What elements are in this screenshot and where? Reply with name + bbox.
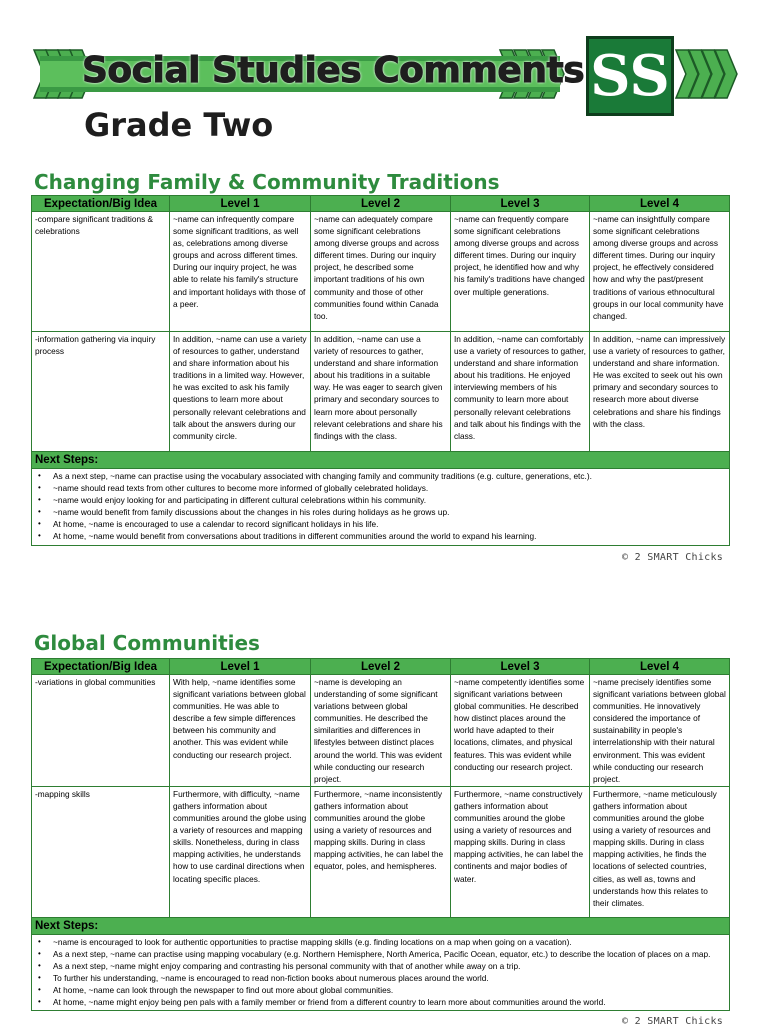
next-steps-row [32,469,730,546]
table-row [32,786,730,917]
header-expectation: Expectation/Big Idea [32,196,170,212]
next-steps-row [32,934,730,1011]
rubric-table-traditions [31,195,730,546]
level-2-cell: ~name can adequately compare some significant celebrations among diverse groups and across different times. During our inquiry project, he described some important traditions of his own community and those of other communities found within Canada too. [311,212,451,332]
rubric-header-row [32,196,730,212]
next-step-item: • As a next step, ~name can practise using mapping vocabulary (e.g. Northern Hemisphere, North America, Pacific Ocean, equator, etc.) to describe the location of places on a map. [35,948,726,960]
header-level-3: Level 3 [451,196,590,212]
next-step-item: • ~name is encouraged to look for authentic opportunities to practise mapping skills (e.g. finding locations on a map when going on a vacation). [35,936,726,948]
next-step-item: • At home, ~name is encouraged to use a calendar to record significant holidays in his life. [35,518,726,530]
next-step-item: • At home, ~name can look through the newspaper to find out more about global communities. [35,984,726,996]
next-step-item: • At home, ~name might enjoy being pen pals with a family member or friend from a different country to learn more about communities around the world. [35,996,726,1008]
level-3-cell: ~name competently identifies some significant variations between global communities. He described how distinct places around the world have adapted to their locations, climates, and physical features. This was evident while conducting our research project. [451,675,590,787]
page-title: Social Studies Comments [82,50,585,91]
copyright-notice: © 2 SMART Chicks [622,552,724,563]
next-steps-label: Next Steps: [32,452,730,469]
next-step-item: • ~name would benefit from family discussions about the changes in his roles during holidays as he grows up. [35,506,726,518]
rubric-header-row [32,659,730,675]
ss-logo [586,36,674,116]
header-level-4: Level 4 [590,196,730,212]
level-3-cell: ~name can frequently compare some significant celebrations among diverse groups and across different times. During our inquiry project, he identified how and why his family's traditions have changed over multiple generations. [451,212,590,332]
next-step-item: • As a next step, ~name might enjoy comparing and contrasting his personal community with that of another while away on a trip. [35,960,726,972]
level-1-cell: ~name can infrequently compare some significant traditions, as well as, celebrations among diverse groups and across different times. During our inquiry project, he was able to relate his family's structure and important holidays with those of a peer. [170,212,311,332]
next-steps-list [35,936,726,1009]
level-4-cell: ~name can insightfully compare some significant celebrations among diverse groups and across different times. During our inquiry project, he effectively considered how and why the past/present traditions of various ethnocultural groups in our local community have changed. [590,212,730,332]
header-level-4: Level 4 [590,659,730,675]
level-2-cell: ~name is developing an understanding of some significant variations between global communities. He described the similarities and differences in lifestyles between distinct places around the world. This was evident while conducting our research project. [311,675,451,787]
next-step-item: • ~name would enjoy looking for and participating in different cultural celebrations within his community. [35,494,726,506]
expectation-cell: -compare significant traditions & celebrations [32,212,170,332]
rubric-table-global [31,658,730,1011]
header-level-2: Level 2 [311,659,451,675]
next-step-item: • As a next step, ~name can practise using the vocabulary associated with changing family and community traditions (e.g. culture, generations, etc.). [35,470,726,482]
expectation-cell: -information gathering via inquiry process [32,332,170,452]
copyright-notice: © 2 SMART Chicks [622,1016,724,1027]
table-row [32,332,730,452]
expectation-cell: -variations in global communities [32,675,170,787]
section-title-traditions: Changing Family & Community Traditions [34,170,500,194]
header-level-1: Level 1 [170,196,311,212]
grade-subtitle: Grade Two [84,106,274,144]
page-header [0,0,768,160]
next-step-item: • ~name should read texts from other cultures to become more informed of globally celebrated holidays. [35,482,726,494]
header-level-1: Level 1 [170,659,311,675]
section-title-global: Global Communities [34,631,260,655]
table-row [32,675,730,787]
next-steps-cell [32,934,730,1011]
level-1-cell: Furthermore, with difficulty, ~name gathers information about communities around the globe using a variety of resources and mapping skills. Nonetheless, during in class mapping activities, he understands how to use cardinal directions when locating specific places. [170,786,311,917]
header-expectation: Expectation/Big Idea [32,659,170,675]
level-3-cell: In addition, ~name can comfortably use a variety of resources to gather, understand and share information about his traditions. He enjoyed interviewing members of his community to learn more about personally relevant celebrations and talk about his findings with the class. [451,332,590,452]
next-steps-header-row [32,917,730,934]
ss-logo-text: SS [590,43,670,109]
level-1-cell: In addition, ~name can use a variety of resources to gather, understand and share information about his traditions in a limited way. However, he was excited to ask his family questions to learn more about personally relevant celebrations and talk about the answers during our community circle. [170,332,311,452]
level-4-cell: In addition, ~name can impressively use a variety of resources to gather, understand and share information. He was excited to seek out his own primary and secondary sources to research more about diverse celebrations and share his findings with the class. [590,332,730,452]
next-step-item: • To further his understanding, ~name is encouraged to read non-fiction books about numerous places around the world. [35,972,726,984]
level-3-cell: Furthermore, ~name constructively gathers information about communities around the globe using a variety of resources and mapping skills. During in class mapping activities, he can label the continents and major bodies of water. [451,786,590,917]
next-steps-label: Next Steps: [32,917,730,934]
header-level-3: Level 3 [451,659,590,675]
next-steps-list [35,470,726,543]
expectation-cell: -mapping skills [32,786,170,917]
next-step-item: • At home, ~name would benefit from conversations about traditions in different communities around the world to expand his learning. [35,530,726,542]
header-level-2: Level 2 [311,196,451,212]
level-2-cell: In addition, ~name can use a variety of resources to gather, understand and share information about his traditions in a suitable way. He was eager to search given primary and secondary sources to learn more about personally relevant celebrations and share his findings with the class. [311,332,451,452]
level-2-cell: Furthermore, ~name inconsistently gathers information about communities around the globe using a variety of resources and mapping skills. During in class mapping activities, he can label the equator, poles, and hemispheres. [311,786,451,917]
next-steps-cell [32,469,730,546]
next-steps-header-row [32,452,730,469]
table-row [32,212,730,332]
level-4-cell: Furthermore, ~name meticulously gathers information about communities around the globe using a variety of resources and mapping skills. During in class mapping activities, he finds the locations of selected countries, cities, as well as, towns and understands how this relates to their climates. [590,786,730,917]
level-1-cell: With help, ~name identifies some significant variations between global communities. He was able to describe a few simple differences between his community and another. This was evident while conducting our research project. [170,675,311,787]
level-4-cell: ~name precisely identifies some significant variations between global communities. He innovatively considered the importance of sustainability in people's interrelationship with their natural environment. This was evident while conducting our research project. [590,675,730,787]
